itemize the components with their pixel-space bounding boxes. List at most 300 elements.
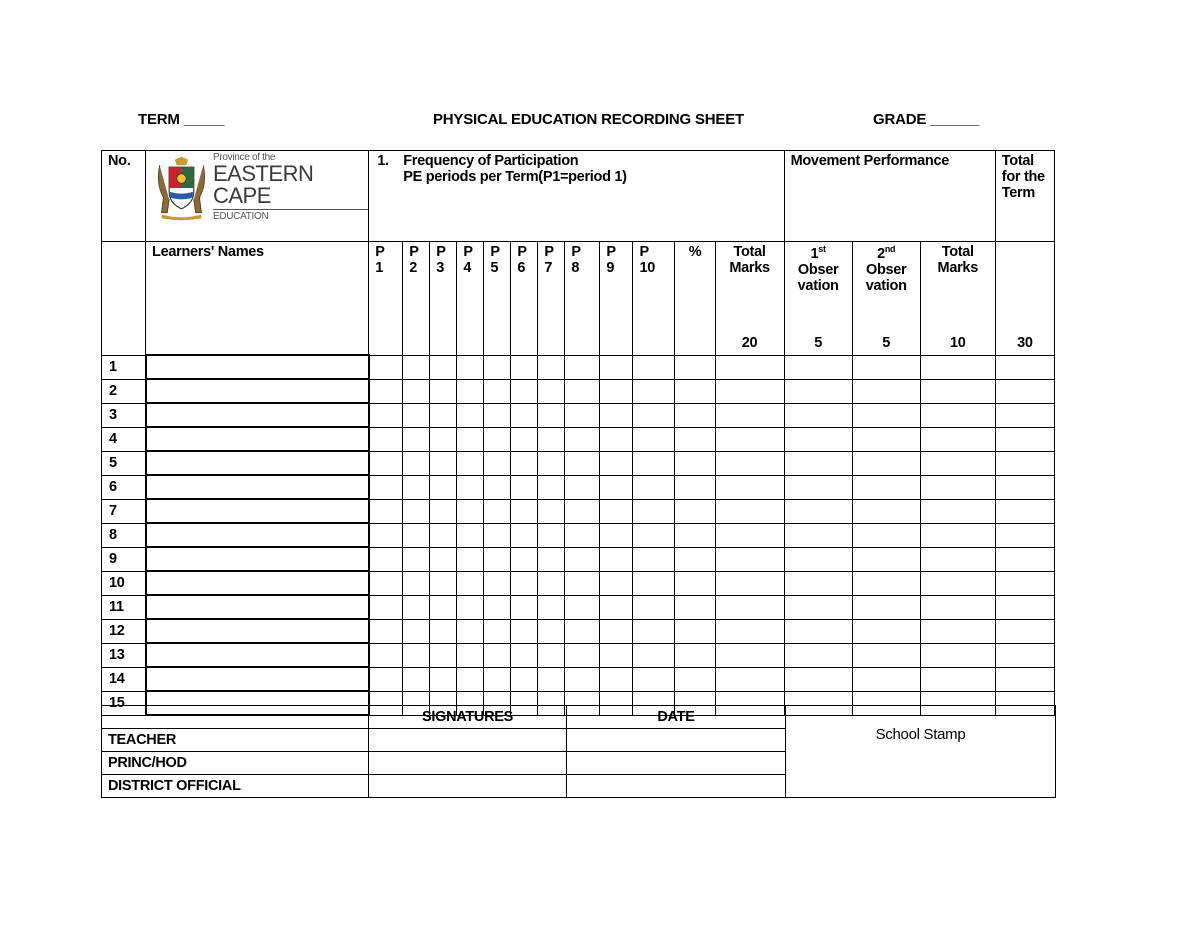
- school-stamp-area: School Stamp: [786, 706, 1056, 798]
- mark-cell[interactable]: [369, 667, 403, 691]
- row-number: 8: [102, 523, 146, 547]
- mark-cell[interactable]: [430, 643, 457, 667]
- learner-row: [102, 667, 1055, 691]
- mark-cell[interactable]: [369, 379, 403, 403]
- period-header-3: P 3: [430, 242, 457, 356]
- mark-cell[interactable]: [995, 403, 1054, 427]
- mark-cell[interactable]: [430, 667, 457, 691]
- learner-row: [102, 427, 1055, 451]
- mark-cell[interactable]: [715, 379, 784, 403]
- mark-cell[interactable]: [565, 427, 600, 451]
- mark-cell[interactable]: [675, 451, 715, 475]
- mark-cell[interactable]: [403, 475, 430, 499]
- mark-cell[interactable]: [600, 451, 633, 475]
- mark-cell[interactable]: [565, 451, 600, 475]
- mark-cell[interactable]: [369, 451, 403, 475]
- freq-subtitle: PE periods per Term(P1=period 1): [403, 169, 627, 185]
- date-header: DATE: [567, 706, 786, 729]
- row-number: 10: [102, 571, 146, 595]
- learner-name-field[interactable]: [146, 379, 369, 403]
- mark-cell[interactable]: [715, 619, 784, 643]
- mark-cell[interactable]: [920, 403, 995, 427]
- mark-cell[interactable]: [920, 427, 995, 451]
- learner-name-field[interactable]: [146, 667, 369, 691]
- mark-cell[interactable]: [484, 619, 511, 643]
- mark-cell[interactable]: [920, 547, 995, 571]
- mark-cell[interactable]: [600, 427, 633, 451]
- mark-cell[interactable]: [995, 667, 1054, 691]
- mark-cell[interactable]: [852, 403, 920, 427]
- total-marks-max: 20: [741, 334, 758, 351]
- mark-cell[interactable]: [715, 475, 784, 499]
- mark-cell[interactable]: [715, 547, 784, 571]
- mark-cell[interactable]: [995, 451, 1054, 475]
- mark-cell[interactable]: [600, 355, 633, 379]
- mark-cell[interactable]: [784, 427, 852, 451]
- mark-cell[interactable]: [995, 523, 1054, 547]
- mark-cell[interactable]: [715, 667, 784, 691]
- mark-cell[interactable]: [403, 499, 430, 523]
- row-number: 2: [102, 379, 146, 403]
- learner-row: [102, 475, 1055, 499]
- mark-cell[interactable]: [538, 355, 565, 379]
- learner-name-field[interactable]: [146, 355, 369, 379]
- mark-cell[interactable]: [511, 547, 538, 571]
- mark-cell[interactable]: [369, 547, 403, 571]
- mark-cell[interactable]: [369, 643, 403, 667]
- signature-field[interactable]: [369, 729, 567, 752]
- freq-number: 1.: [377, 153, 389, 169]
- row-number: 4: [102, 427, 146, 451]
- mark-cell[interactable]: [995, 499, 1054, 523]
- mark-cell[interactable]: [457, 379, 484, 403]
- mark-cell[interactable]: [369, 571, 403, 595]
- mark-cell[interactable]: [920, 595, 995, 619]
- no-header: No.: [102, 151, 146, 242]
- term-total-max: 30: [1017, 334, 1033, 351]
- mark-cell[interactable]: [784, 667, 852, 691]
- mark-cell[interactable]: [995, 427, 1054, 451]
- mark-cell[interactable]: [600, 499, 633, 523]
- mark-cell[interactable]: [633, 475, 675, 499]
- row-number: 1: [102, 355, 146, 379]
- mark-cell[interactable]: [538, 427, 565, 451]
- mark-cell[interactable]: [403, 403, 430, 427]
- mark-cell[interactable]: [369, 619, 403, 643]
- mark-cell[interactable]: [995, 619, 1054, 643]
- mark-cell[interactable]: [369, 595, 403, 619]
- page-title: PHYSICAL EDUCATION RECORDING SHEET: [433, 111, 745, 128]
- mark-cell[interactable]: [633, 379, 675, 403]
- mark-cell[interactable]: [430, 595, 457, 619]
- mark-cell[interactable]: [633, 451, 675, 475]
- mark-cell[interactable]: [715, 451, 784, 475]
- mark-cell[interactable]: [715, 571, 784, 595]
- mark-cell[interactable]: [920, 667, 995, 691]
- mark-cell[interactable]: [565, 523, 600, 547]
- mark-cell[interactable]: [565, 667, 600, 691]
- mark-cell[interactable]: [403, 523, 430, 547]
- mark-cell[interactable]: [403, 595, 430, 619]
- mark-cell[interactable]: [369, 427, 403, 451]
- mark-cell[interactable]: [600, 667, 633, 691]
- mark-cell[interactable]: [995, 571, 1054, 595]
- learner-row: [102, 619, 1055, 643]
- mark-cell[interactable]: [457, 571, 484, 595]
- term-field: TERM _____: [138, 111, 225, 128]
- mark-cell[interactable]: [995, 643, 1054, 667]
- mark-cell[interactable]: [784, 475, 852, 499]
- mark-cell[interactable]: [600, 379, 633, 403]
- period-header-2: P 2: [403, 242, 430, 356]
- mark-cell[interactable]: [484, 667, 511, 691]
- mark-cell[interactable]: [403, 667, 430, 691]
- mark-cell[interactable]: [457, 355, 484, 379]
- mark-cell[interactable]: [538, 475, 565, 499]
- row-number: 11: [102, 595, 146, 619]
- mark-cell[interactable]: [538, 451, 565, 475]
- mark-cell[interactable]: [484, 643, 511, 667]
- mark-cell[interactable]: [784, 643, 852, 667]
- mark-cell[interactable]: [852, 523, 920, 547]
- learner-name-field[interactable]: [146, 595, 369, 619]
- mark-cell[interactable]: [511, 379, 538, 403]
- learner-row: [102, 523, 1055, 547]
- mark-cell[interactable]: [852, 499, 920, 523]
- row-number: 6: [102, 475, 146, 499]
- mark-cell[interactable]: [852, 475, 920, 499]
- mark-cell[interactable]: [920, 475, 995, 499]
- learner-row: [102, 547, 1055, 571]
- mark-cell[interactable]: [675, 643, 715, 667]
- mark-cell[interactable]: [600, 571, 633, 595]
- mark-cell[interactable]: [403, 619, 430, 643]
- mark-cell[interactable]: [511, 667, 538, 691]
- mark-cell[interactable]: [403, 547, 430, 571]
- mark-cell[interactable]: [565, 355, 600, 379]
- mark-cell[interactable]: [675, 667, 715, 691]
- mark-cell[interactable]: [430, 547, 457, 571]
- mark-cell[interactable]: [852, 379, 920, 403]
- mark-cell[interactable]: [369, 499, 403, 523]
- mark-cell[interactable]: [715, 643, 784, 667]
- mark-cell[interactable]: [784, 547, 852, 571]
- learner-row: [102, 355, 1055, 379]
- mark-cell[interactable]: [675, 595, 715, 619]
- mark-cell[interactable]: [457, 403, 484, 427]
- mark-cell[interactable]: [430, 355, 457, 379]
- mark-cell[interactable]: [484, 427, 511, 451]
- mark-cell[interactable]: [538, 667, 565, 691]
- mark-cell[interactable]: [995, 595, 1054, 619]
- mark-cell[interactable]: [430, 427, 457, 451]
- mark-cell[interactable]: [633, 403, 675, 427]
- mark-cell[interactable]: [715, 403, 784, 427]
- mark-cell[interactable]: [784, 451, 852, 475]
- learner-name-field[interactable]: [146, 451, 369, 475]
- mark-cell[interactable]: [565, 547, 600, 571]
- mark-cell[interactable]: [484, 451, 511, 475]
- mark-cell[interactable]: [633, 547, 675, 571]
- mark-cell[interactable]: [538, 571, 565, 595]
- mark-cell[interactable]: [920, 643, 995, 667]
- movement-total-max: 10: [949, 334, 966, 351]
- mark-cell[interactable]: [511, 403, 538, 427]
- mark-cell[interactable]: [538, 643, 565, 667]
- mark-cell[interactable]: [633, 571, 675, 595]
- mark-cell[interactable]: [852, 619, 920, 643]
- mark-cell[interactable]: [852, 643, 920, 667]
- learner-name-field[interactable]: [146, 403, 369, 427]
- mark-cell[interactable]: [538, 379, 565, 403]
- date-field[interactable]: [567, 775, 786, 798]
- mark-cell[interactable]: [920, 499, 995, 523]
- mark-cell[interactable]: [430, 619, 457, 643]
- mark-cell[interactable]: [852, 547, 920, 571]
- mark-cell[interactable]: [633, 619, 675, 643]
- mark-cell[interactable]: [430, 451, 457, 475]
- mark-cell[interactable]: [457, 499, 484, 523]
- logo-line-1: Province of the: [212, 152, 276, 163]
- mark-cell[interactable]: [565, 643, 600, 667]
- mark-cell[interactable]: [511, 355, 538, 379]
- mark-cell[interactable]: [538, 499, 565, 523]
- mark-cell[interactable]: [484, 475, 511, 499]
- grade-field: GRADE ______: [873, 111, 979, 128]
- mark-cell[interactable]: [920, 355, 995, 379]
- learner-name-field[interactable]: [146, 427, 369, 451]
- period-header-10: P 10: [633, 242, 675, 356]
- mark-cell[interactable]: [715, 427, 784, 451]
- mark-cell[interactable]: [511, 595, 538, 619]
- mark-cell[interactable]: [403, 379, 430, 403]
- mark-cell[interactable]: [920, 379, 995, 403]
- mark-cell[interactable]: [995, 379, 1054, 403]
- mark-cell[interactable]: [511, 451, 538, 475]
- mark-cell[interactable]: [784, 595, 852, 619]
- mark-cell[interactable]: [600, 643, 633, 667]
- mark-cell[interactable]: [538, 403, 565, 427]
- recording-table: [101, 150, 1055, 716]
- mark-cell[interactable]: [852, 595, 920, 619]
- mark-cell[interactable]: [995, 475, 1054, 499]
- learner-row: [102, 499, 1055, 523]
- signature-table: [101, 705, 1056, 798]
- row-number: 5: [102, 451, 146, 475]
- mark-cell[interactable]: [369, 475, 403, 499]
- mark-cell[interactable]: [633, 667, 675, 691]
- mark-cell[interactable]: [511, 523, 538, 547]
- role-district-official: DISTRICT OFFICIAL: [102, 775, 369, 798]
- mark-cell[interactable]: [369, 403, 403, 427]
- freq-title: Frequency of Participation: [403, 153, 579, 169]
- mark-cell[interactable]: [538, 547, 565, 571]
- mark-cell[interactable]: [784, 619, 852, 643]
- date-field[interactable]: [567, 752, 786, 775]
- mark-cell[interactable]: [565, 475, 600, 499]
- mark-cell[interactable]: [675, 427, 715, 451]
- mark-cell[interactable]: [457, 547, 484, 571]
- mark-cell[interactable]: [784, 403, 852, 427]
- total-marks-header: Total Marks 20: [715, 242, 784, 356]
- mark-cell[interactable]: [920, 523, 995, 547]
- mark-cell[interactable]: [484, 571, 511, 595]
- period-header-1: P 1: [369, 242, 403, 356]
- mark-cell[interactable]: [484, 403, 511, 427]
- mark-cell[interactable]: [715, 499, 784, 523]
- mark-cell[interactable]: [369, 523, 403, 547]
- learner-name-field[interactable]: [146, 523, 369, 547]
- mark-cell[interactable]: [403, 427, 430, 451]
- learner-name-field[interactable]: [146, 547, 369, 571]
- mark-cell[interactable]: [484, 499, 511, 523]
- mark-cell[interactable]: [633, 523, 675, 547]
- mark-cell[interactable]: [675, 355, 715, 379]
- mark-cell[interactable]: [675, 403, 715, 427]
- mark-cell[interactable]: [920, 451, 995, 475]
- signature-field[interactable]: [369, 752, 567, 775]
- mark-cell[interactable]: [511, 427, 538, 451]
- row-number: 15: [102, 691, 146, 715]
- frequency-header: [369, 151, 784, 242]
- movement-header: Movement Performance: [784, 151, 995, 242]
- mark-cell[interactable]: [633, 499, 675, 523]
- percent-header: %: [675, 242, 715, 356]
- mark-cell[interactable]: [565, 379, 600, 403]
- row-number: 13: [102, 643, 146, 667]
- mark-cell[interactable]: [511, 619, 538, 643]
- mark-cell[interactable]: [457, 643, 484, 667]
- row-number: 9: [102, 547, 146, 571]
- mark-cell[interactable]: [715, 595, 784, 619]
- mark-cell[interactable]: [852, 571, 920, 595]
- mark-cell[interactable]: [675, 499, 715, 523]
- mark-cell[interactable]: [675, 475, 715, 499]
- mark-cell[interactable]: [852, 667, 920, 691]
- mark-cell[interactable]: [538, 595, 565, 619]
- mark-cell[interactable]: [565, 499, 600, 523]
- mark-cell[interactable]: [457, 595, 484, 619]
- mark-cell[interactable]: [484, 355, 511, 379]
- mark-cell[interactable]: [633, 427, 675, 451]
- mark-cell[interactable]: [538, 523, 565, 547]
- mark-cell[interactable]: [511, 643, 538, 667]
- mark-cell[interactable]: [852, 427, 920, 451]
- mark-cell[interactable]: [600, 475, 633, 499]
- mark-cell[interactable]: [784, 499, 852, 523]
- mark-cell[interactable]: [511, 571, 538, 595]
- mark-cell[interactable]: [852, 451, 920, 475]
- mark-cell[interactable]: [995, 547, 1054, 571]
- mark-cell[interactable]: [484, 595, 511, 619]
- date-field[interactable]: [567, 729, 786, 752]
- mark-cell[interactable]: [675, 523, 715, 547]
- mark-cell[interactable]: [538, 619, 565, 643]
- mark-cell[interactable]: [852, 355, 920, 379]
- mark-cell[interactable]: [784, 571, 852, 595]
- period-header-8: P 8: [565, 242, 600, 356]
- mark-cell[interactable]: [457, 619, 484, 643]
- mark-cell[interactable]: [565, 571, 600, 595]
- learner-name-field[interactable]: [146, 571, 369, 595]
- mark-cell[interactable]: [675, 379, 715, 403]
- mark-cell[interactable]: [600, 547, 633, 571]
- coat-of-arms-icon: [154, 154, 209, 222]
- mark-cell[interactable]: [457, 427, 484, 451]
- mark-cell[interactable]: [403, 451, 430, 475]
- mark-cell[interactable]: [484, 523, 511, 547]
- term-total-cell: [995, 242, 1054, 356]
- mark-cell[interactable]: [920, 619, 995, 643]
- mark-cell[interactable]: [430, 379, 457, 403]
- period-header-5: P 5: [484, 242, 511, 356]
- mark-cell[interactable]: [784, 379, 852, 403]
- mark-cell[interactable]: [715, 355, 784, 379]
- mark-cell[interactable]: [457, 523, 484, 547]
- mark-cell[interactable]: [403, 355, 430, 379]
- learner-row: [102, 379, 1055, 403]
- mark-cell[interactable]: [600, 619, 633, 643]
- mark-cell[interactable]: [633, 643, 675, 667]
- learner-name-field[interactable]: [146, 475, 369, 499]
- mark-cell[interactable]: [403, 571, 430, 595]
- obs1-header: 1st Obser vation 5: [784, 242, 852, 356]
- mark-cell[interactable]: [600, 595, 633, 619]
- mark-cell[interactable]: [511, 499, 538, 523]
- mark-cell[interactable]: [430, 403, 457, 427]
- mark-cell[interactable]: [565, 619, 600, 643]
- mark-cell[interactable]: [430, 475, 457, 499]
- mark-cell[interactable]: [430, 499, 457, 523]
- mark-cell[interactable]: [633, 595, 675, 619]
- row-number: 14: [102, 667, 146, 691]
- mark-cell[interactable]: [600, 403, 633, 427]
- obs2-max: 5: [882, 334, 891, 351]
- mark-cell[interactable]: [484, 547, 511, 571]
- learner-name-field[interactable]: [146, 619, 369, 643]
- mark-cell[interactable]: [633, 355, 675, 379]
- signature-field[interactable]: [369, 775, 567, 798]
- mark-cell[interactable]: [675, 571, 715, 595]
- obs1-max: 5: [814, 334, 822, 351]
- mark-cell[interactable]: [715, 523, 784, 547]
- mark-cell[interactable]: [511, 475, 538, 499]
- names-header: Learners' Names: [146, 242, 369, 356]
- mark-cell[interactable]: [784, 523, 852, 547]
- learner-name-field[interactable]: [146, 499, 369, 523]
- learner-name-field[interactable]: [146, 643, 369, 667]
- mark-cell[interactable]: [784, 355, 852, 379]
- mark-cell[interactable]: [600, 523, 633, 547]
- mark-cell[interactable]: [565, 595, 600, 619]
- mark-cell[interactable]: [457, 475, 484, 499]
- mark-cell[interactable]: [430, 571, 457, 595]
- total-term-header: Total for the Term: [995, 151, 1054, 242]
- mark-cell[interactable]: [430, 523, 457, 547]
- period-header-6: P 6: [511, 242, 538, 356]
- mark-cell[interactable]: [484, 379, 511, 403]
- period-header-9: P 9: [600, 242, 633, 356]
- mark-cell[interactable]: [403, 643, 430, 667]
- mark-cell[interactable]: [457, 667, 484, 691]
- mark-cell[interactable]: [369, 355, 403, 379]
- mark-cell[interactable]: [675, 619, 715, 643]
- mark-cell[interactable]: [457, 451, 484, 475]
- mark-cell[interactable]: [675, 547, 715, 571]
- mark-cell[interactable]: [995, 355, 1054, 379]
- mark-cell[interactable]: [920, 571, 995, 595]
- mark-cell[interactable]: [565, 403, 600, 427]
